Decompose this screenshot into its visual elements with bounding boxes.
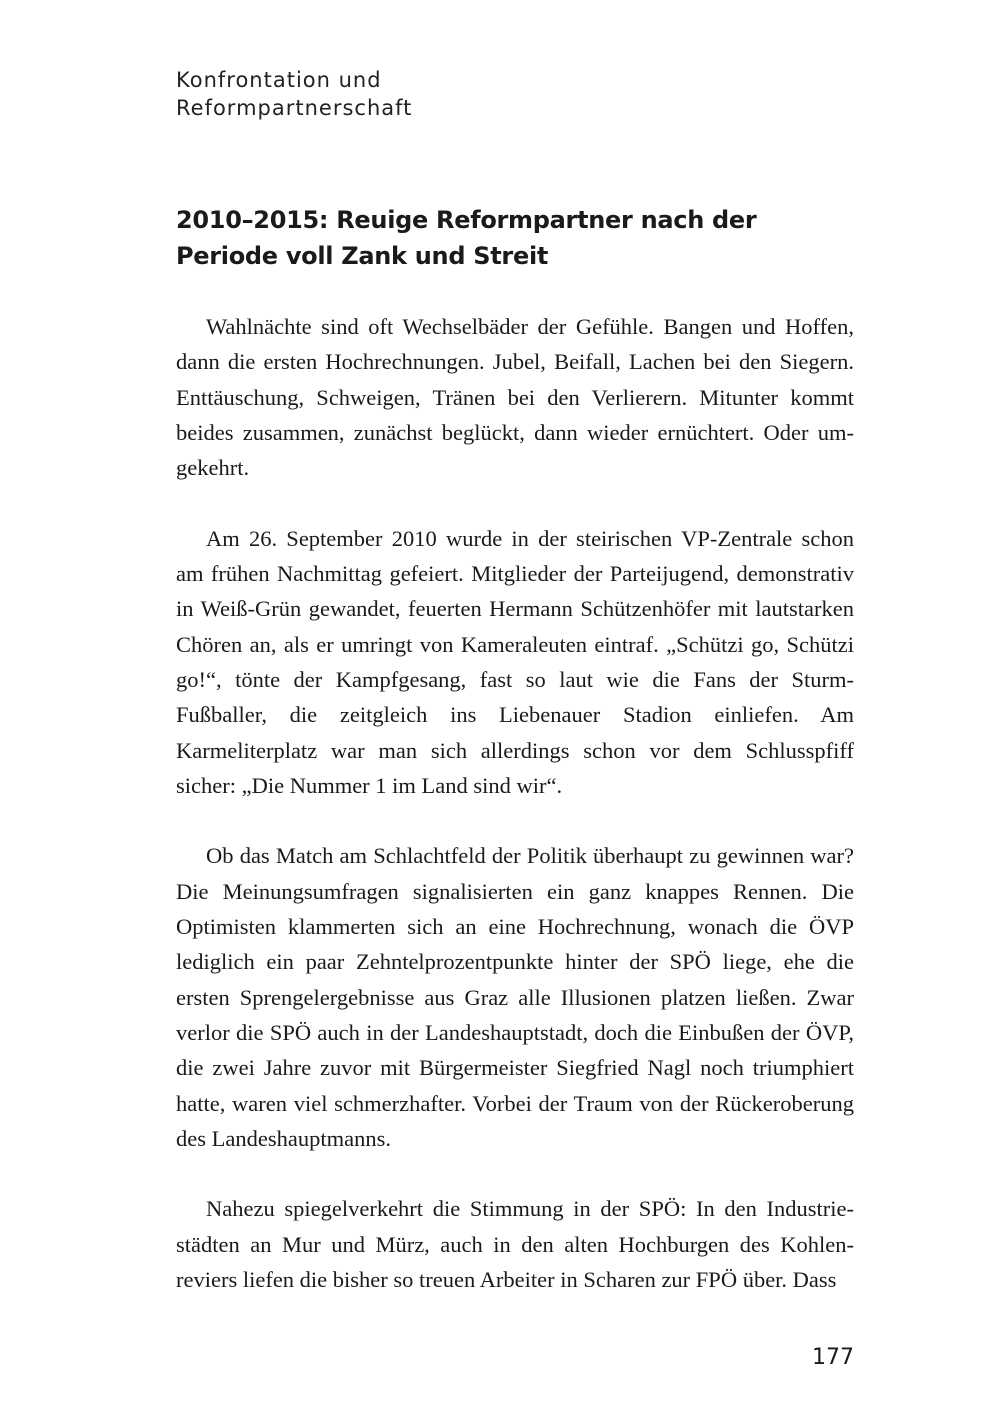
paragraph-3: Ob das Match am Schlachtfeld der Politik überhaupt zu gewinnen war? Die Meinungsumfragen signalisierten ein ganz knappes Rennen. Die Optimisten klammerten sich an eine Hochrechnung, wonach die ÖVP lediglich ein paar Zehntelprozentpunkte hinter der SPÖ liege, ehe die ersten Sprengelergebnisse aus Graz alle Illusionen platzen ließen. Zwar verlor die SPÖ auch in der Landeshauptstadt, doch die Einbußen der ÖVP, die zwei Jahre zuvor mit Bürgermeister Siegfried Nagl noch triumphiert hatte, waren viel schmerzhafter. Vorbei der Traum von der Rückeroberung des Landeshauptmanns. <box>176 843 854 1151</box>
running-head-line-1: Konfrontation und <box>176 68 382 92</box>
running-head-line-2: Reformpartnerschaft <box>176 96 413 120</box>
chapter-title <box>176 202 876 274</box>
paragraph-2: Am 26. September 2010 wurde in der steirischen VP-Zentrale schon am frühen Nachmittag gefeiert. Mitglieder der Parteijugend, demonstrativ in Weiß-Grün gewandet, feuerten Hermann Schützenhöfer mit lautstarken Chören an, als er umringt von Kameraleuten eintraf. „Schützi go, Schützi go!“, tönte der Kampfgesang, fast so laut wie die Fans der Sturm-Fußballer, die zeitgleich ins Liebenauer Stadion einliefen. Am Karmeliterplatz war man sich allerdings schon vor dem Schlusspfiff sicher: „Die Nummer 1 im Land sind wir“. <box>176 525 854 798</box>
paragraph-4: Nahezu spiegelverkehrt die Stimmung in der SPÖ: In den Industriestädten an Mur und Mürz, auch in den alten Hochburgen des Kohlenreviers liefen die bisher so treuen Arbeiter in Scharen zur FPÖ über. Dass <box>176 1196 854 1293</box>
paragraph-1: Wahlnächte sind oft Wechselbäder der Gefühle. Bangen und Hoffen, dann die ersten Hochrechnungen. Jubel, Beifall, Lachen bei den Siegern. Enttäuschung, Schweigen, Tränen bei den Verlierern. Mitunter kommt beides zusammen, zunächst beglückt, dann wieder ernüchtert. Oder umgekehrt. <box>176 314 854 481</box>
running-head <box>176 66 676 122</box>
chapter-title-line-1: 2010–2015: Reuige Reformpartner nach der <box>176 206 757 234</box>
chapter-title-line-2: Periode voll Zank und Streit <box>176 242 549 270</box>
page-number: 177 <box>812 1345 854 1370</box>
body-text <box>176 309 854 1333</box>
